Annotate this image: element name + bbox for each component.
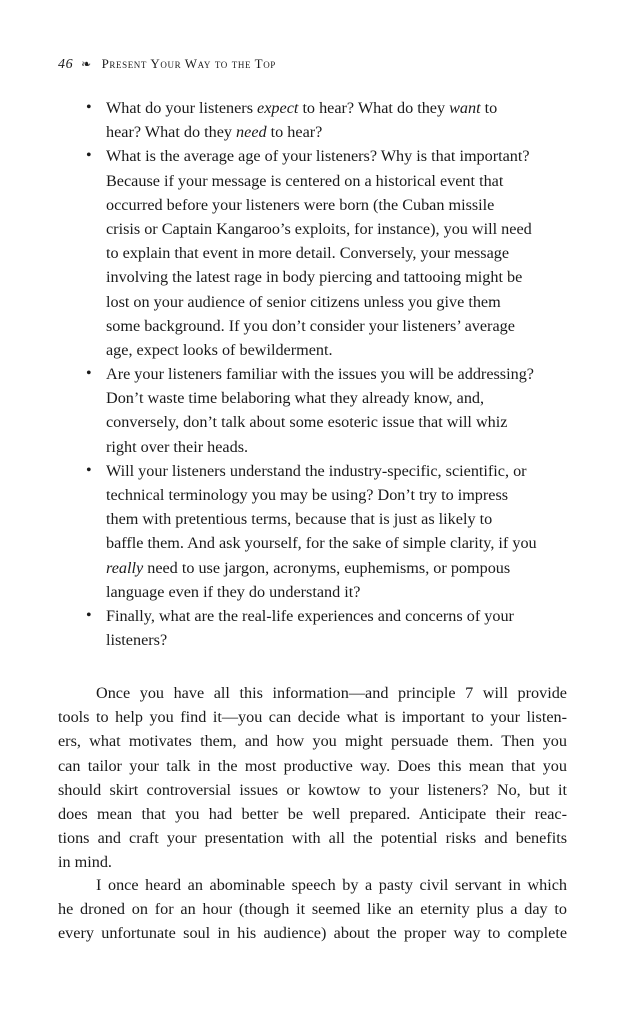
emphasis-text: want xyxy=(449,99,481,117)
bullet-icon: • xyxy=(86,606,92,624)
text-line xyxy=(106,580,568,604)
bullet-icon: • xyxy=(86,461,92,479)
text-line: he droned on for an hour (though it seemed like an eternity plus a day to xyxy=(58,900,567,919)
text-line xyxy=(106,604,568,628)
list-item xyxy=(0,604,568,652)
bullet-icon: • xyxy=(86,147,92,165)
text-run: What do your listeners xyxy=(106,99,258,117)
text-line: I once heard an abominable speech by a pasty civil servant in which xyxy=(96,876,567,894)
text-run: Finally, what are the real-life experiences and concerns of your xyxy=(106,606,514,625)
text-run: to hear? What do they xyxy=(298,99,450,117)
text-line xyxy=(106,628,568,652)
text-line xyxy=(106,241,568,265)
list-item xyxy=(0,362,568,459)
text-run: conversely, don’t talk about some esoteric issue that will whiz xyxy=(106,413,508,432)
text-run: crisis or Captain Kangaroo’s exploits, for instance), you will need xyxy=(106,219,532,238)
running-header xyxy=(58,56,276,73)
bullet-icon: • xyxy=(86,365,92,383)
text-run: need to use jargon, acronyms, euphemisms, or pompous xyxy=(143,558,511,577)
list-item xyxy=(0,96,568,144)
text-line: tions and craft your presentation with all the potential risks and benefits xyxy=(58,829,567,848)
text-line xyxy=(106,290,568,314)
text-line: in mind. xyxy=(58,853,112,872)
text-line xyxy=(106,531,568,555)
text-run: technical terminology you may be using? Don’t try to impress xyxy=(106,486,509,504)
text-run: hear? What do they xyxy=(106,123,237,142)
text-line xyxy=(106,507,568,531)
text-run: them with pretentious terms, because that is just as likely to xyxy=(106,510,493,529)
text-line xyxy=(106,120,568,144)
text-run: to xyxy=(480,99,498,117)
list-item xyxy=(0,144,568,362)
text-line: tools to help you find it—you can decide what is important to your listen- xyxy=(58,708,567,727)
text-run: involving the latest rage in body piercing and tattooing might be xyxy=(106,268,523,287)
bullet-list xyxy=(0,96,624,652)
text-line: can tailor your talk in the most productive way. Does this mean that you xyxy=(58,756,567,775)
text-run: occurred before your listeners were born (the Cuban missile xyxy=(106,195,495,214)
text-run: to hear? xyxy=(266,123,323,142)
text-line xyxy=(106,193,568,217)
text-line xyxy=(106,338,568,362)
text-line xyxy=(106,265,568,289)
text-line: does mean that you had better be well prepared. Anticipate their reac- xyxy=(58,804,567,823)
running-title: Present Your Way to the Top xyxy=(101,56,276,71)
text-line xyxy=(106,410,568,434)
text-run: Are your listeners familiar with the issues you will be addressing? xyxy=(106,365,534,384)
text-line xyxy=(106,556,568,580)
text-run: some background. If you don’t consider your listeners’ average xyxy=(106,316,515,335)
emphasis-text: expect xyxy=(257,99,299,117)
emphasis-text: need xyxy=(236,123,267,142)
body-paragraph-2 xyxy=(58,873,567,946)
text-run: Because if your message is centered on a historical event that xyxy=(106,171,504,190)
text-run: Don’t waste time belaboring what they already know, and, xyxy=(106,389,485,408)
text-line xyxy=(106,362,568,386)
text-line: should skirt controversial issues or kowtow to your listeners? No, but it xyxy=(58,780,567,799)
text-run: age, expect looks of bewilderment. xyxy=(106,340,333,359)
text-run: Will your listeners understand the industry-specific, scientific, or xyxy=(106,461,527,480)
emphasis-text: really xyxy=(106,558,144,577)
text-line xyxy=(106,314,568,338)
text-line xyxy=(106,386,568,410)
text-line xyxy=(106,96,568,120)
text-run: right over their heads. xyxy=(106,437,249,456)
text-line: ers, what motivates them, and how you might persuade them. Then you xyxy=(58,732,567,751)
text-run: What is the average age of your listeners? Why is that important? xyxy=(106,147,530,166)
text-run: baffle them. And ask yourself, for the sake of simple clarity, if you xyxy=(106,534,537,553)
text-line xyxy=(106,459,568,483)
text-run: to explain that event in more detail. Conversely, your message xyxy=(106,244,510,263)
text-line xyxy=(106,217,568,241)
text-line xyxy=(106,483,568,507)
text-run: lost on your audience of senior citizens unless you give them xyxy=(106,292,501,311)
text-run: language even if they do understand it? xyxy=(106,582,361,601)
text-line: every unfortunate soul in his audience) about the proper way to complete xyxy=(58,924,567,943)
text-line xyxy=(106,435,568,459)
text-line xyxy=(106,169,568,193)
text-line xyxy=(106,144,568,168)
bullet-icon: • xyxy=(86,99,92,116)
text-run: listeners? xyxy=(106,631,168,650)
list-item xyxy=(0,459,568,604)
body-paragraph-1 xyxy=(58,681,567,875)
fleuron-icon: ❧ xyxy=(81,57,92,71)
page-number: 46 xyxy=(58,57,74,72)
text-line: Once you have all this information—and principle 7 will provide xyxy=(96,684,567,702)
